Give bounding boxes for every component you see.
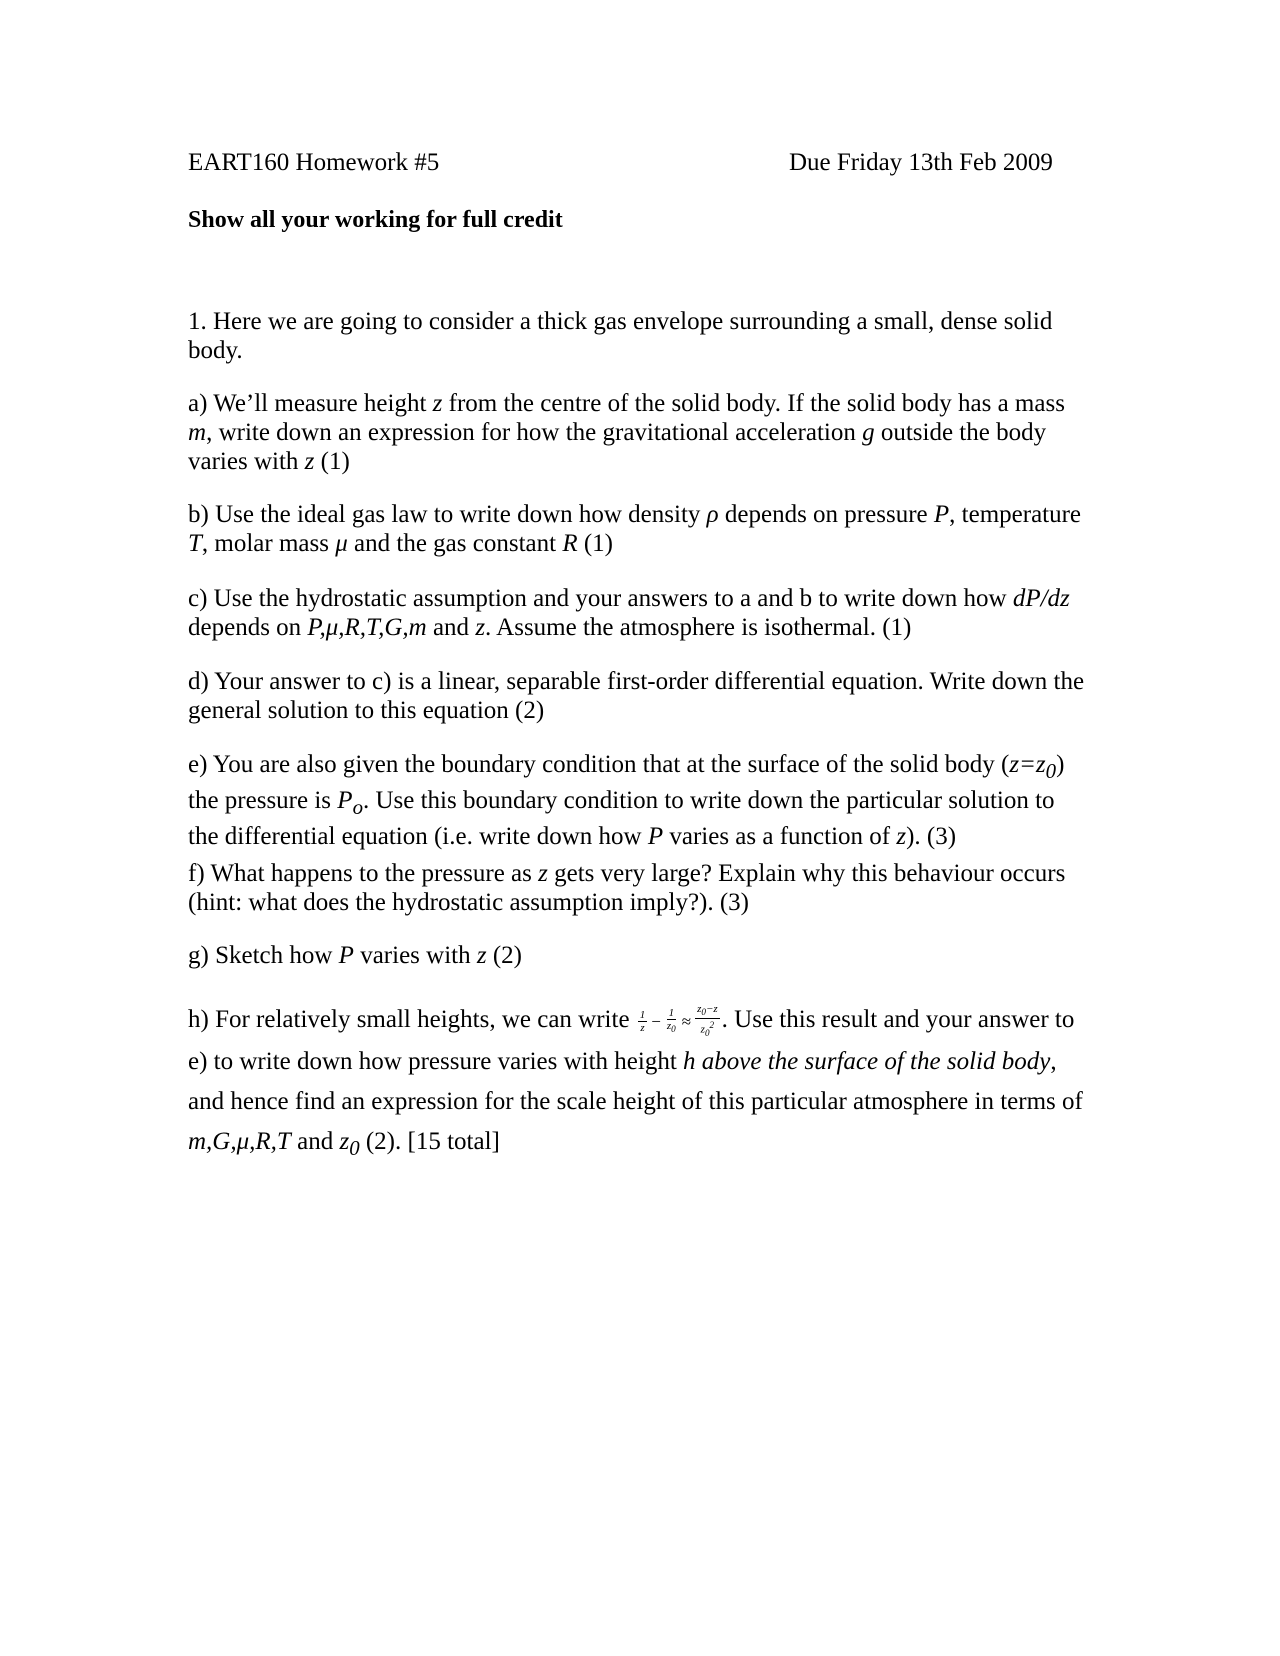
part-e-text-2: ) the pressure is <box>188 751 1065 814</box>
part-a-text-4: outside the body varies with <box>188 419 1047 475</box>
var-z: z <box>538 860 548 887</box>
subscript-o: o <box>352 795 363 819</box>
part-h-text-5: (2). [15 total] <box>359 1128 500 1155</box>
height-description: h above the surface of the solid body <box>683 1048 1051 1075</box>
part-a-text-1: a) We’ll measure height <box>188 390 433 417</box>
boundary-condition <box>1009 751 1057 783</box>
part-h-first-line <box>188 1000 1088 1160</box>
part-e-text-1: e) You are also given the boundary condition that at the surface of the solid body ( <box>188 751 1010 778</box>
var-rho: ρ <box>706 501 719 528</box>
part-e-text-3: . Use this boundary condition to write down the particular solution to the differential equation (i.e. write down how <box>188 787 1055 850</box>
part-b <box>188 500 1088 558</box>
fraction-denominator <box>699 1019 716 1039</box>
approx-sign: ≈ <box>681 1012 692 1031</box>
part-h-text-1: h) For relatively small heights, we can write <box>188 1006 636 1033</box>
var-z: z <box>475 614 486 641</box>
part-f-text-2: gets very large? Explain why this behaviour occurs (hint: what does the hydrostatic assumption imply?). (3) <box>188 860 1066 916</box>
var-z: z <box>339 1128 350 1155</box>
part-g <box>188 941 1088 970</box>
boundary-condition-text: z=z <box>1009 751 1046 778</box>
part-h <box>188 1000 1088 1160</box>
var-z: z <box>304 448 315 475</box>
minus-sign: − <box>651 1012 661 1031</box>
subscript-0: 0 <box>701 1007 706 1018</box>
numerator-var: z <box>697 1003 702 1016</box>
part-b-text-5: and the gas constant <box>347 530 563 557</box>
fraction-numerator <box>695 1003 720 1019</box>
part-f-text-1: f) What happens to the pressure as <box>188 860 539 887</box>
part-b-text-3: , temperature <box>949 501 1082 528</box>
part-e-text-4: varies as a function of <box>663 823 897 850</box>
part-g-text-1: g) Sketch how <box>188 942 339 969</box>
numerator-minus: − <box>705 1003 714 1016</box>
part-c <box>188 584 1088 642</box>
part-b-text-2: depends on pressure <box>718 501 934 528</box>
denominator-var: z <box>666 1020 672 1033</box>
part-c-text-3: and <box>426 614 476 641</box>
instruction-heading: Show all your working for full credit <box>188 207 563 233</box>
part-d: d) Your answer to c) is a linear, separable first-order differential equation. Write down the general solution to this equation (2) <box>188 668 1085 724</box>
fraction-numerator: 1 <box>668 1007 675 1020</box>
var-g: g <box>862 419 875 446</box>
part-h-text-3: , and hence find an expression for the scale height of this particular atmosphere in terms of <box>188 1048 1083 1115</box>
var-T: T <box>188 530 202 557</box>
due-date: Due Friday 13th Feb 2009 <box>789 149 1053 176</box>
part-b-text-1: b) Use the ideal gas law to write down how density <box>188 501 707 528</box>
part-g-text-3: (2) <box>486 942 522 969</box>
part-g-text-2: varies with <box>353 942 477 969</box>
part-e-text-5: ). (3) <box>906 823 957 850</box>
var-P: P <box>338 942 354 969</box>
fraction-1-over-z0 <box>665 1007 678 1035</box>
part-a-text-3: , write down an expression for how the gravitational acceleration <box>206 419 863 446</box>
part-c-text-2: depends on <box>188 614 308 641</box>
var-R: R <box>562 530 578 557</box>
fraction-1-over-z <box>638 1009 648 1034</box>
var-P: P <box>933 501 950 528</box>
part-a-text-5: (1) <box>314 448 350 475</box>
part-e <box>188 750 1088 851</box>
fraction-z0-minus-z-over-z0-squared <box>695 1003 720 1039</box>
var-list: m,G,μ,R,T <box>188 1128 291 1155</box>
course-title: EART160 Homework #5 <box>188 149 440 176</box>
question-1-intro: 1. Here we are going to consider a thick gas envelope surrounding a small, dense solid body. <box>188 308 1053 364</box>
part-c-text-1: c) Use the hydrostatic assumption and your answers to a and b to write down how <box>188 585 1013 612</box>
superscript-2: 2 <box>709 1020 715 1031</box>
subscript-0: 0 <box>349 1136 360 1160</box>
part-b-text-6: (1) <box>577 530 614 557</box>
part-b-text-4: , molar mass <box>201 530 336 557</box>
expr-dpdz: dP/dz <box>1012 585 1070 612</box>
var-P0 <box>337 787 363 819</box>
subscript-0: 0 <box>704 1028 710 1039</box>
var-P: P <box>337 787 353 814</box>
var-mu: μ <box>335 530 348 557</box>
numerator-var-2: z <box>713 1003 718 1016</box>
var-list: P,μ,R,T,G,m <box>307 614 427 641</box>
subscript-0: 0 <box>671 1024 676 1035</box>
var-m: m <box>188 419 207 446</box>
var-z0 <box>339 1128 360 1160</box>
var-P: P <box>647 823 664 850</box>
part-c-text-4: . Assume the atmosphere is isothermal. (1) <box>485 614 912 641</box>
fraction-numerator: 1 <box>639 1008 646 1021</box>
fraction-denominator <box>665 1020 678 1035</box>
part-h-text-4: and <box>290 1128 340 1155</box>
var-z: z <box>896 823 907 850</box>
part-a <box>188 389 1088 476</box>
part-a-text-2: from the centre of the solid body. If the solid body has a mass <box>442 390 1065 417</box>
subscript-0: 0 <box>1045 759 1057 783</box>
denominator-var: z <box>700 1024 705 1037</box>
part-f <box>188 859 1088 917</box>
var-z: z <box>476 942 487 969</box>
var-z: z <box>432 390 443 417</box>
part-h-text-2: . Use this result and your answer to e) to write down how pressure varies with height <box>188 1006 1075 1075</box>
fraction-denominator: z <box>640 1021 645 1034</box>
